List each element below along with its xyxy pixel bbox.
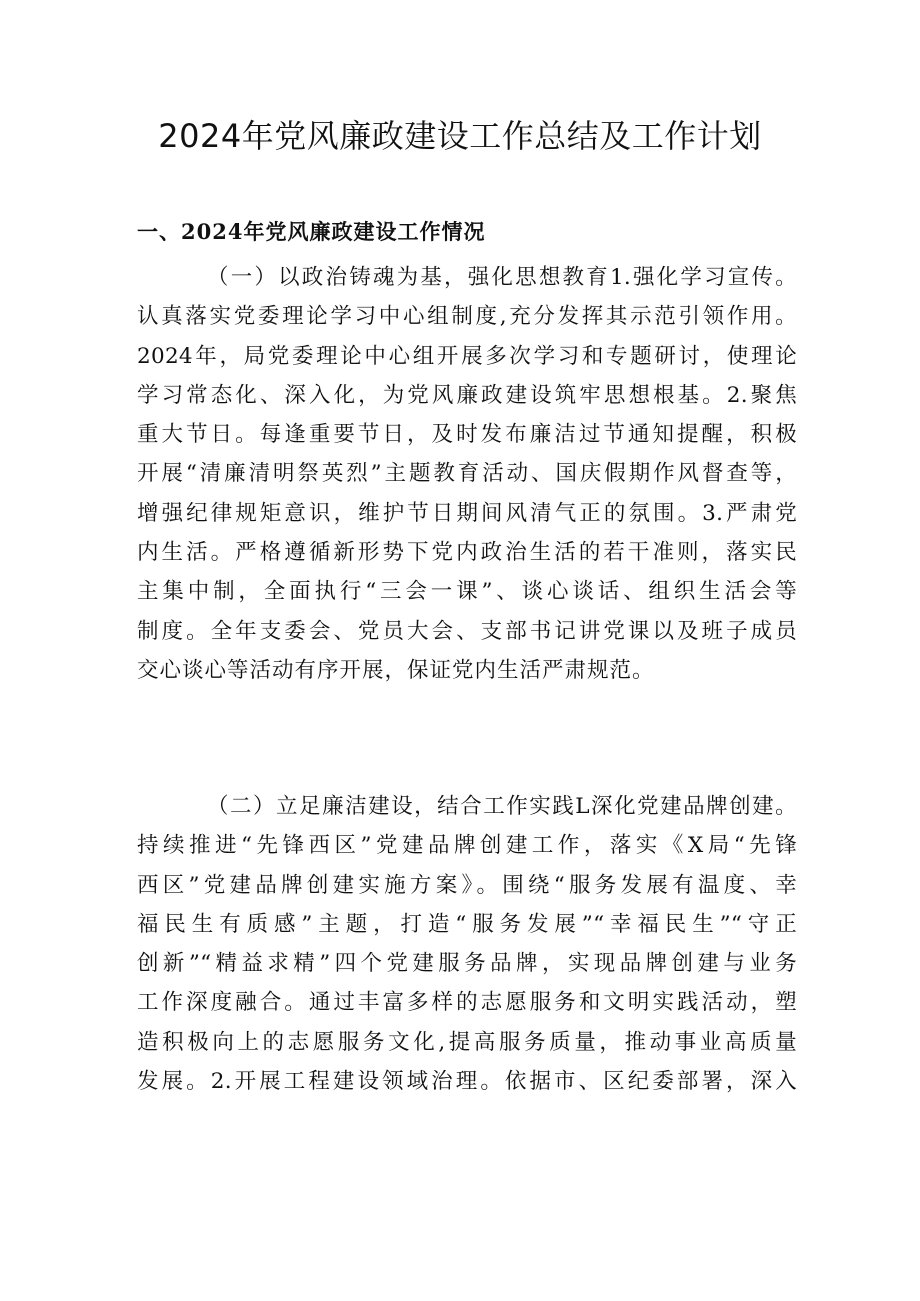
paragraph-line: 发展。2.开展工程建设领域治理。依据市、区纪委部署，深入 xyxy=(137,1069,797,1095)
paragraph-line: 西区”党建品牌创建实施方案》。围绕“服务发展有温度、幸 xyxy=(137,872,797,898)
paragraph-line: 学习常态化、深入化，为党风廉政建设筑牢思想根基。2.聚焦 xyxy=(137,382,797,408)
paragraph-line: 持续推进“先锋西区”党建品牌创建工作，落实《X局“先锋 xyxy=(137,833,797,859)
paragraph-line: 2024年，局党委理论中心组开展多次学习和专题研讨，使理论 xyxy=(137,343,797,369)
paragraph-line: 认真落实党委理论学习中心组制度,充分发挥其示范引领作用。 xyxy=(137,304,797,330)
paragraph-line: （一）以政治铸魂为基，强化思想教育1.强化学习宣传。 xyxy=(207,265,797,290)
paragraph-line: 主集中制，全面执行“三会一课”、谈心谈话、组织生活会等 xyxy=(137,579,797,605)
paragraph-line: 工作深度融合。通过丰富多样的志愿服务和文明实践活动，塑 xyxy=(137,990,797,1016)
section-heading: 一、2024年党风廉政建设工作情况 xyxy=(137,219,486,244)
paragraph-line: 交心谈心等活动有序开展，保证党内生活严肃规范。 xyxy=(137,657,655,683)
paragraph-line: 重大节日。每逢重要节日，及时发布廉洁过节通知提醒，积极 xyxy=(137,422,797,448)
paragraph-line: 制度。全年支委会、党员大会、支部书记讲党课以及班子成员 xyxy=(137,618,797,644)
paragraph-line: （二）立足廉洁建设，结合工作实践L深化党建品牌创建。 xyxy=(207,794,797,819)
paragraph-line: 内生活。严格遵循新形势下党内政治生活的若干准则，落实民 xyxy=(137,540,797,566)
document-title: 2024年党风廉政建设工作总结及工作计划 xyxy=(158,117,762,155)
paragraph-2 xyxy=(137,787,797,1101)
paragraph-line: 福民生有质感”主题，打造“服务发展”“幸福民生”“守正 xyxy=(137,911,797,937)
paragraph-line: 开展“清廉清明祭英烈”主题教育活动、国庆假期作风督查等， xyxy=(137,461,797,487)
paragraph-1 xyxy=(137,258,797,690)
paragraph-line: 造积极向上的志愿服务文化,提高服务质量，推动事业高质量 xyxy=(137,1029,797,1055)
paragraph-line: 增强纪律规矩意识，维护节日期间风清气正的氛围。3.严肃党 xyxy=(137,500,797,526)
paragraph-line: 创新”“精益求精”四个党建服务品牌，实现品牌创建与业务 xyxy=(137,951,797,977)
